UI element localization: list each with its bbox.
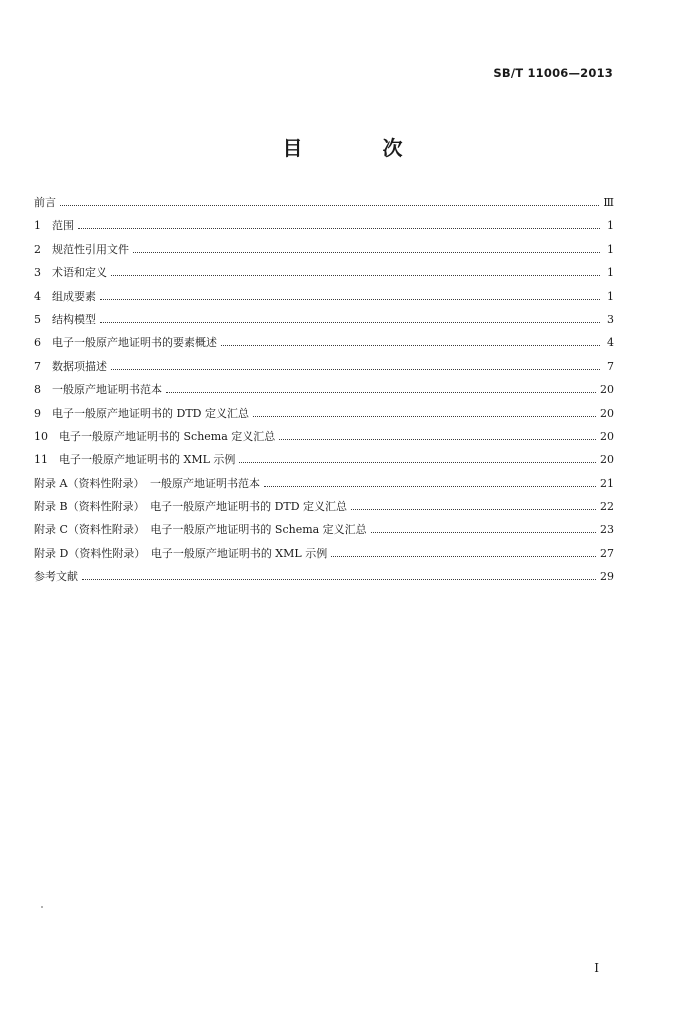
toc-entry-label: 1 范围 xyxy=(34,219,74,233)
toc-entry-10[interactable] xyxy=(34,428,614,451)
dot-leader xyxy=(60,205,599,206)
dot-leader xyxy=(371,532,596,533)
toc-entry-page: 20 xyxy=(600,453,614,467)
toc-entry-page: 20 xyxy=(600,406,614,420)
toc-entry-label: 4 组成要素 xyxy=(34,289,96,303)
dot-leader xyxy=(239,462,596,463)
toc-entry-page: 21 xyxy=(600,476,614,490)
toc-entry-label: 5 结构模型 xyxy=(34,312,96,326)
toc-entry-label: 10 电子一般原产地证明书的 Schema 定义汇总 xyxy=(34,429,276,443)
toc-entry-label: 附录 C（资料性附录） 电子一般原产地证明书的 Schema 定义汇总 xyxy=(34,523,367,537)
toc-entry-page: 3 xyxy=(607,312,614,326)
toc-entry-page: 23 xyxy=(600,523,614,537)
toc-entry-label: 2 规范性引用文件 xyxy=(34,242,129,256)
toc-entry-4[interactable] xyxy=(34,288,614,311)
dot-leader xyxy=(351,509,596,510)
dot-leader xyxy=(279,439,596,440)
dot-leader xyxy=(264,486,596,487)
toc-entry-7[interactable] xyxy=(34,358,614,381)
toc-entry-1[interactable] xyxy=(34,217,614,240)
toc-entry-label: 8 一般原产地证明书范本 xyxy=(34,383,162,397)
dot-leader xyxy=(253,416,596,417)
toc-entry-3[interactable] xyxy=(34,264,614,287)
dot-leader xyxy=(133,252,600,253)
toc-entry-label: 3 术语和定义 xyxy=(34,266,107,280)
toc-entry-annex-c[interactable] xyxy=(34,521,614,544)
toc-entry-foreword[interactable] xyxy=(34,194,614,217)
page-title: 目 次 xyxy=(282,136,433,160)
dot-leader xyxy=(111,275,600,276)
toc-entry-label: 6 电子一般原产地证明书的要素概述 xyxy=(34,336,217,350)
dot-leader xyxy=(78,228,600,229)
page-number: Ⅰ xyxy=(594,961,599,975)
toc-entry-label: 参考文献 xyxy=(34,570,78,584)
toc-entry-label: 7 数据项描述 xyxy=(34,359,107,373)
toc-entry-page: 29 xyxy=(600,570,614,584)
toc-entry-page: Ⅲ xyxy=(603,196,614,209)
dot-leader xyxy=(111,369,600,370)
toc-entry-annex-d[interactable] xyxy=(34,545,614,568)
toc-entry-page: 1 xyxy=(607,219,614,233)
toc-entry-page: 27 xyxy=(600,546,614,560)
toc-entry-label: 11 电子一般原产地证明书的 XML 示例 xyxy=(34,453,236,467)
toc-entry-2[interactable] xyxy=(34,241,614,264)
toc-entry-page: 20 xyxy=(600,383,614,397)
toc-entry-page: 22 xyxy=(600,500,614,514)
dot-leader xyxy=(331,556,596,557)
toc-entry-9[interactable] xyxy=(34,405,614,428)
toc-entry-page: 1 xyxy=(607,266,614,280)
toc-entry-label: 附录 B（资料性附录） 电子一般原产地证明书的 DTD 定义汇总 xyxy=(34,500,348,514)
toc-entry-label: 9 电子一般原产地证明书的 DTD 定义汇总 xyxy=(34,406,249,420)
dot-leader xyxy=(166,392,596,393)
toc-entry-label: 附录 A（资料性附录） 一般原产地证明书范本 xyxy=(34,476,260,490)
toc-entry-page: 20 xyxy=(600,429,614,443)
dot-leader xyxy=(100,299,600,300)
toc-entry-page: 4 xyxy=(607,336,614,350)
dot-leader xyxy=(221,345,600,346)
toc-entry-page: 1 xyxy=(607,289,614,303)
toc-entry-page: 1 xyxy=(607,242,614,256)
dot-leader xyxy=(82,579,596,580)
toc-entry-label: 附录 D（资料性附录） 电子一般原产地证明书的 XML 示例 xyxy=(34,546,328,560)
toc-entry-label: 前言 xyxy=(34,196,56,209)
toc-entry-6[interactable] xyxy=(34,334,614,357)
toc-entry-11[interactable] xyxy=(34,451,614,474)
toc-entry-annex-a[interactable] xyxy=(34,475,614,498)
toc-entry-bibliography[interactable] xyxy=(34,568,614,591)
toc-entry-page: 7 xyxy=(607,359,614,373)
toc-entry-5[interactable] xyxy=(34,311,614,334)
toc-entry-annex-b[interactable] xyxy=(34,498,614,521)
scan-speck xyxy=(41,906,43,908)
dot-leader xyxy=(100,322,600,323)
toc-entry-8[interactable] xyxy=(34,381,614,404)
table-of-contents xyxy=(34,194,614,592)
standard-code: SB/T 11006—2013 xyxy=(493,66,613,80)
